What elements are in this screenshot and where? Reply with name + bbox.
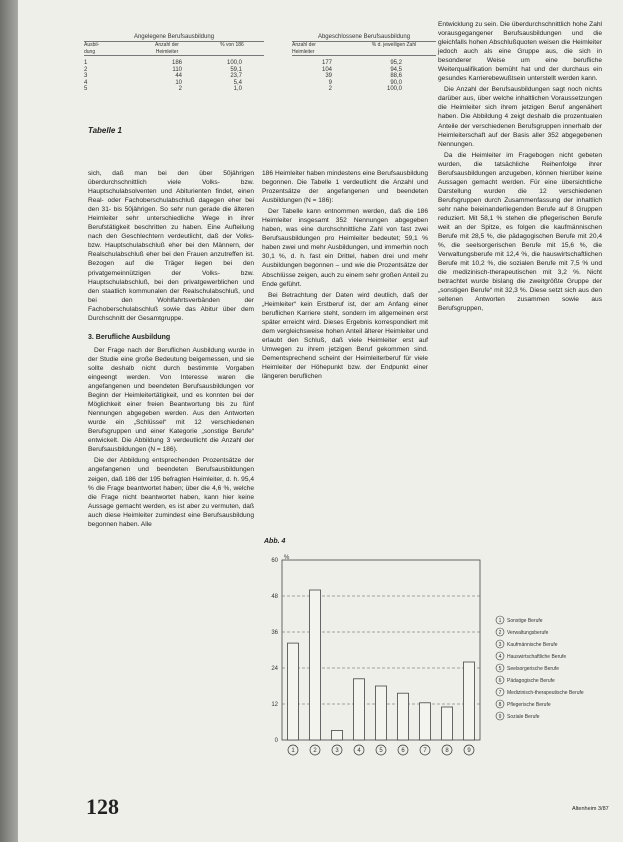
bar <box>398 693 409 740</box>
table-row <box>292 86 436 93</box>
paragraph: Die der Abbildung entsprechenden Prozentsätze der angefangenen und beendeten Berufsausbildungen zeigen, daß 186 der 195 befragten Heimleiter, d. h. 95,4 % die Frage beantwortet haben; über die 4,6 %, welche die Frage nicht beantwortet haben, kann hier keine Aussage gemacht werden, es ist aber zu vermuten, daß auch diese Heimleiter zumindest eine Berufsausbildung begonnen haben. Alle <box>88 457 254 528</box>
x-tick-label: 1 <box>291 748 295 754</box>
table-cell: 2 <box>84 66 88 73</box>
paragraph: sich, daß man bei den über 50jährigen überdurchschnittlich viele Volks- bzw. Hauptschulabsolventen und Abiturienten findet, einen Real- oder Fachoberschulabschluß dagegen eher bei den 31- bis 50jährigen. So sehr nun gerade die älteren Heimleiter sehr unterschiedliche Wege in ihrer Berufstätigkeit beschritten zu haben. Eine Aufteilung nach den Geschlechtern verdeutlicht, daß der Volks- bzw. Hauptschulabschluß eher bei den Männern, der Realschulabschluß eher bei den Frauen anzutreffen ist. Bezogen auf die Träger liegen bei den privatgemeinnützigen der Volks- bzw. Hauptschulabschluß, bei den privatgewerblichen und den staatlich kommunalen der Realschulabschluß, und bei den Wohlfahrtsverbänden der Fachoberschulabschluß sowie das Abitur über dem Durchschnitt der Gesamtgruppe. <box>88 170 254 322</box>
legend-number: 5 <box>498 666 502 672</box>
x-tick-label: 4 <box>357 748 361 754</box>
legend-number: 1 <box>498 618 502 624</box>
bar <box>332 730 343 740</box>
table-left-header: Angelegene Berufsausbildung <box>84 34 264 42</box>
paragraph: Da die Heimleiter im Fragebogen nicht gebeten wurden, die tatsächliche Reihenfolge ihrer Berufsausbildungen anzugeben, können hierüber keine Aussagen gemacht werden. Für eine übersichtliche Darstellung wurden die 12 verschiedenen Berufsgruppen durch Zusammenfassung der inhaltlich sehr nahe beieinanderliegenden Berufe auf 8 Gruppen reduziert. Mit 58,1 % stehen die pflegerischen Berufe weit an der Spitze, es folgen die kaufmännischen Berufe mit 28,5 %, die pädagogischen Berufe mit 20,4 %, die seelsorgerischen Berufe mit 15,6 %, die Verwaltungsberufe mit 12,4 %, die hauswirtschaftlichen Berufe mit 10,2 %, die sozialen Berufe mit 7,5 % und die medizinisch-therapeutischen mit 3,2 %. Nicht betrachtet wurde bislang die zweitgrößte Gruppe der „sonstigen Berufe“ mit 32,3 %. Diese setzt sich aus den seltenen Antworten zusammen sowie aus Berufsgruppen, <box>438 151 602 313</box>
table-cell: 110 <box>172 66 182 73</box>
table-cell: 44 <box>175 73 182 79</box>
legend-number: 7 <box>498 690 502 696</box>
table-cell: 2 <box>178 86 182 92</box>
table-cell: 95,2 <box>390 60 402 66</box>
paragraph: Der Frage nach der Beruflichen Ausbildung wurde in der Studie eine große Bedeutung beigemessen, und sie sollte deshalb nicht durch bestimmte Vorgaben eingeengt werden. Von Interesse waren die angefangenen und beendeten Berufsausbildungen vor Beginn der Heimleitertätigkeit, und es konnten bei der Möglichkeit einer freien Beantwortung bis zu fünf Nennungen abgegeben werden. Aus den Antworten wurde ein „Schlüssel“ mit 12 verschiedenen Berufsgruppen und einer Kategorie „sonstige Berufe“ entwickelt. Die Abbildung 3 verdeutlicht die Anzahl der Berufsausbildungen (N = 186). <box>88 346 254 454</box>
table-cell: 186 <box>171 60 182 66</box>
bar <box>420 703 431 740</box>
x-tick-label: 8 <box>445 748 449 754</box>
table-cell: 2 <box>328 86 332 92</box>
col-header: Anzahl der Heimleiter <box>292 42 316 55</box>
table-cell: 10 <box>175 79 182 86</box>
bar <box>354 679 365 740</box>
table-cell: 100,0 <box>386 86 402 92</box>
paragraph: Entwicklung zu sein. Die überdurchschnittlich hohe Zahl vorausgegangener Berufsausbildungen und die gleichfalls hohen Abschlußquoten weisen die Heimleiter jedoch auch als eine Gruppe aus, die sich in besonderer Weise um eine berufliche Weiterqualifikation bemüht hat und der durchaus ein gesundes Karrierebewußtsein unterstellt werden kann. <box>438 21 602 83</box>
legend-label: Medizinisch-therapeutische Berufe <box>507 690 584 696</box>
y-tick-label: 0 <box>274 738 278 744</box>
table-cell: 5,4 <box>233 79 242 86</box>
x-tick-label: 5 <box>379 748 383 754</box>
table-cell: 90,0 <box>390 79 402 86</box>
bar <box>442 707 453 740</box>
legend-label: Soziale Berufe <box>507 714 540 720</box>
table-cell: 94,5 <box>390 66 402 73</box>
table-left-body <box>84 60 264 93</box>
table-cell: 59,1 <box>230 66 242 73</box>
page-footer: Altenheim 3/87 <box>572 806 609 812</box>
legend-label: Pflegerische Berufe <box>507 702 551 708</box>
table-row <box>84 86 264 93</box>
table-cell: 5 <box>84 86 88 92</box>
table-right <box>292 34 436 93</box>
axis-unit-label: % <box>284 555 290 561</box>
x-tick-label: 2 <box>313 748 317 754</box>
legend-label: Pädagogische Berufe <box>507 678 555 684</box>
legend-label: Verwaltungsberufe <box>507 630 549 636</box>
legend-number: 6 <box>498 678 502 684</box>
table-cell: 39 <box>325 73 332 79</box>
y-tick-label: 60 <box>271 558 278 564</box>
legend-label: Kaufmännische Berufe <box>507 642 558 648</box>
x-tick-label: 3 <box>335 748 339 754</box>
col-header: Ausbil- dung <box>84 42 100 55</box>
legend-label: Sonstige Berufe <box>507 618 543 624</box>
page-number: 128 <box>86 794 119 819</box>
bar <box>376 686 387 740</box>
x-tick-label: 9 <box>467 748 471 754</box>
figure-caption: Abb. 4 <box>264 538 286 545</box>
text-column-2 <box>262 169 428 383</box>
table-right-header: Abgeschlossene Berufsausbildung <box>292 34 436 42</box>
col-header: Anzahl der Heimleiter <box>155 42 179 55</box>
paragraph: Bei Betrachtung der Daten wird deutlich, daß der „Heimleiter“ kein Erstberuf ist, der am Anfang einer beruflichen Karriere steht, sondern im allgemeinen erst später erreicht wird. Dieses Ergebnis korrespondiert mit dem vergleichsweise hohen Anteil älterer Heimleiter und erlaubt den Schluß, daß viele Heimleiter erst auf Umwegen zu ihrem jetzigen Beruf gekommen sind. Dementsprechend scheint der Heimleiterberuf für viele Heimleiter der Höhepunkt bzw. der Endpunkt einer längeren beruflichen <box>262 291 428 381</box>
col-header: % von 186 <box>220 42 244 48</box>
x-tick-label: 6 <box>401 748 405 754</box>
table-cell: 104 <box>321 66 332 73</box>
legend-number: 9 <box>498 714 502 720</box>
table-right-body <box>292 60 436 93</box>
bar-chart <box>262 552 622 782</box>
legend-number: 3 <box>498 642 502 648</box>
col-header: % d. jeweiligen Zahl <box>371 42 417 48</box>
section-heading: 3. Berufliche Ausbildung <box>88 333 171 341</box>
table-cell: 9 <box>328 79 332 86</box>
y-tick-label: 12 <box>271 702 278 708</box>
legend-number: 4 <box>498 654 502 660</box>
page-shadow <box>0 0 18 842</box>
table-cell: 177 <box>321 60 332 66</box>
legend-number: 8 <box>498 702 502 708</box>
text-column-3 <box>438 20 602 316</box>
table-left <box>84 34 264 93</box>
table-cell: 1,0 <box>233 86 242 92</box>
text-column-1 <box>88 169 254 531</box>
legend-label: Seelsorgerische Berufe <box>507 666 559 672</box>
table-cell: 4 <box>84 79 88 86</box>
paragraph: 186 Heimleiter haben mindestens eine Berufsausbildung begonnen. Die Tabelle 1 verdeutlicht die Anzahl und Prozentsätze der angefangenen und beendeten Ausbildungen (N = 186): <box>262 170 428 205</box>
paragraph: Die Anzahl der Berufsausbildungen sagt noch nichts darüber aus, über welche inhaltlichen Voraussetzungen die Heimleiter sich ihrem jetzigen Beruf angenähert haben. Die Abbildung 4 zeigt deshalb die prozentualen Anteile der verschiedenen Berufsgruppen innerhalb der Heimleiterschaft auf der Basis aller 352 abgegebenen Nennungen. <box>438 86 602 148</box>
table-cell: 3 <box>84 73 88 79</box>
x-tick-label: 7 <box>423 748 427 754</box>
table-caption: Tabelle 1 <box>88 126 122 135</box>
bar <box>464 662 475 740</box>
table-cell: 100,0 <box>226 60 242 66</box>
legend-label: Hauswirtschaftliche Berufe <box>507 654 567 660</box>
bar <box>288 643 299 740</box>
bar <box>310 590 321 740</box>
table-cell: 1 <box>84 60 88 66</box>
y-tick-label: 24 <box>271 666 278 672</box>
y-tick-label: 36 <box>271 630 278 636</box>
table-cell: 88,6 <box>390 73 402 79</box>
y-tick-label: 48 <box>271 594 278 600</box>
paragraph: Der Tabelle kann entnommen werden, daß die 186 Heimleiter insgesamt 352 Nennungen abgegeben haben, was eine durchschnittliche Zahl von fast zwei Berufsausbildungen pro Heimleiter bedeutet; 59,1 % haben zwei und mehr Ausbildungen, und immerhin noch 30,1 %, d. h. fast ein Drittel, haben drei und mehr Ausbildungen begonnen – und wie die Prozentsätze der Abschlüsse zeigen, auch zu einem sehr großen Anteil zu Ende geführt. <box>262 208 428 288</box>
legend-number: 2 <box>498 630 502 636</box>
table-cell: 23,7 <box>230 73 242 79</box>
